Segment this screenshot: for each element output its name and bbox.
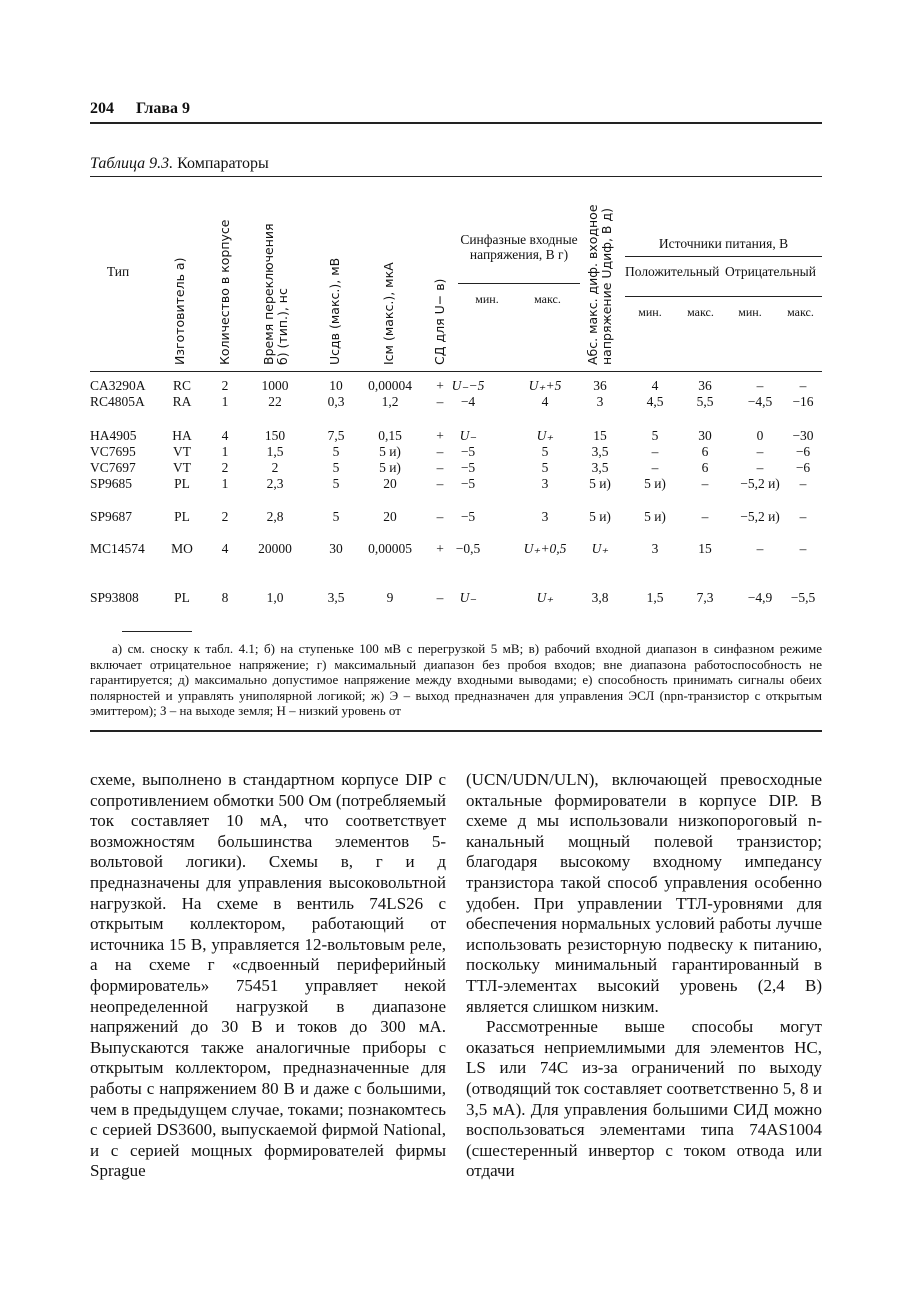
table-cell: 1,2: [381, 394, 399, 409]
table-cell: –: [756, 378, 764, 393]
th-cm-min: мин.: [475, 292, 499, 306]
table-cell: 3,5: [591, 460, 609, 475]
table-cell: 5,5: [696, 394, 714, 409]
table-cell: VT: [173, 444, 191, 459]
table-cell: 20: [383, 476, 397, 491]
table-cell: −5,2 и): [740, 509, 780, 524]
table-cell: 10: [329, 378, 343, 393]
table-cell: U₋−5: [451, 378, 485, 393]
table-cell: –: [436, 394, 444, 409]
table-cell: 2,3: [266, 476, 284, 491]
table-cell: RC: [172, 378, 191, 393]
table-cell: PL: [174, 590, 190, 605]
table-cell: 5: [332, 509, 340, 524]
table-cell: U₊: [536, 428, 554, 443]
header-rule: [90, 122, 822, 124]
table-cell: –: [701, 476, 709, 491]
table-cell: 1,5: [266, 444, 284, 459]
table-cell: RC4805A: [90, 394, 145, 409]
table-cell: −5: [460, 444, 476, 459]
table-cell: –: [799, 541, 807, 556]
table-cell: –: [436, 460, 444, 475]
table-cell: 3: [596, 394, 604, 409]
table-cell: 22: [268, 394, 282, 409]
table-cell: −5,2 и): [740, 476, 780, 491]
table-cell: 5: [332, 460, 340, 475]
th-supply-group: Источники питания, В: [658, 236, 789, 251]
table-cell: 0,3: [327, 394, 345, 409]
table-cell: 20000: [258, 541, 292, 556]
table-cell: 5 и): [379, 444, 401, 459]
table-bottom-rule: [90, 730, 822, 732]
table-cell: 3: [651, 541, 659, 556]
table-cell: U₊: [591, 541, 609, 556]
footnote-rule: [122, 631, 192, 632]
th-absdiff: Абс. макс. диф. входное напряжение Uдиф, В д): [585, 204, 614, 365]
table-cell: 3,8: [591, 590, 609, 605]
th-neg: Отрицательный: [725, 264, 816, 279]
th-ibias: Iсм (макс.), мкА: [381, 262, 396, 365]
table-cell: 1,5: [646, 590, 664, 605]
table-cell: U₊+5: [528, 378, 562, 393]
table-cell: 30: [329, 541, 343, 556]
table-cell: 3: [541, 476, 549, 491]
table-cell: −30: [792, 428, 814, 443]
table-cell: –: [756, 541, 764, 556]
table-cell: VC7695: [90, 444, 136, 459]
divider: [458, 283, 580, 284]
table-cell: 4: [541, 394, 549, 409]
table-cell: –: [436, 444, 444, 459]
table-cell: 0,00005: [368, 541, 412, 556]
table-cell: 1: [221, 476, 229, 491]
body-column-right: [466, 770, 822, 1182]
table-cell: –: [651, 460, 659, 475]
table-cell: +: [436, 378, 444, 393]
th-pos-max: макс.: [687, 305, 714, 319]
table-cell: 5: [332, 476, 340, 491]
table-cell: 0,00004: [368, 378, 412, 393]
table-cell: –: [436, 509, 444, 524]
table-cell: 36: [698, 378, 712, 393]
divider: [625, 296, 822, 297]
paragraph: схеме, выполнено в стандартном корпусе DIP с сопротивлением обмотки 500 Ом (потребляемый ток составляет 10 мА, что соответствует возможностям большинства элементов 5-вольтовой логики). Схемы в, г и д предназначены для управления высоковольтной нагрузкой. На схеме в вентиль 74LS26 с открытым коллектором, работающий от источника 15 В, управляется 12-вольтовым реле, а на схеме г «сдвоенный периферийный формирователь» 75451 управляет некой неопределенной нагрузкой в диапазоне напряжений до 30 В и токов до 300 мА. Выпускаются также аналогичные приборы с открытым коллектором, предназначенные для работы с напряжением 80 В и даже с большими, чем в предыдущем случае, токами; познакомтесь с серией DS3600, выпускаемой фирмой National, и с серией мощных формирователей фирмы Sprague: [90, 770, 446, 1181]
table-cell: –: [701, 509, 709, 524]
paragraph: Рассмотренные выше способы могут оказаться неприемлимыми для элементов HC, LS или 74C из-за ограничений по выходу (отводящий ток составляет соответственно 5, 8 и 3,5 мА). Для управления большими СИД можно воспользоваться элементами типа 74AS1004 (сшестеренный инвертор с током отвода или отдачи: [466, 1017, 822, 1181]
table-cell: −4,9: [747, 590, 773, 605]
table-cell: U₊: [536, 590, 554, 605]
table-cell: +: [436, 541, 444, 556]
paragraph: (UCN/UDN/ULN), включающей превосходные октальные формирователи в корпусе DIP. В схеме д мы использовали низкопороговый n-канальный мощный полевой транзистор; благодаря высокому входному импедансу транзистора такой способ управления особенно удобен. При управлении ТТЛ-уровнями для обеспечения нормальных условий работы лучше использовать резисторную подвеску к питанию, поскольку минимальный гарантированный в ТТЛ-элементах высокий уровень (2,4 В) является слишком низким.: [466, 770, 822, 1016]
table-cell: U₋: [459, 428, 477, 443]
table-cell: −5: [460, 460, 476, 475]
table-cell: 15: [593, 428, 607, 443]
table-cell: 5: [651, 428, 659, 443]
table-cell: 5: [541, 460, 549, 475]
table-cell: 2: [221, 460, 229, 475]
table-cell: 2: [221, 378, 229, 393]
table-cell: 150: [264, 428, 286, 443]
th-type: Тип: [106, 264, 130, 279]
table-cell: −5,5: [790, 590, 816, 605]
th-pos-min: мин.: [638, 305, 662, 319]
table-header: [90, 190, 822, 365]
table-top-rule: [90, 176, 822, 177]
th-neg-min: мин.: [738, 305, 762, 319]
table-cell: 5: [541, 444, 549, 459]
table-body: [90, 378, 822, 608]
th-cd: СД для U− в): [432, 278, 447, 365]
table-cell: 5 и): [589, 476, 611, 491]
table-cell: 4: [651, 378, 659, 393]
table-cell: 8: [221, 590, 229, 605]
table-cell: –: [756, 460, 764, 475]
table-cell: 5 и): [379, 460, 401, 475]
th-cm-max: макс.: [534, 292, 561, 306]
table-cell: 2,8: [266, 509, 284, 524]
table-cell: −4: [460, 394, 476, 409]
table-cell: MO: [171, 541, 193, 556]
table-footnotes: а) см. сноску к табл. 4.1; б) на ступеньке 100 мВ с перегрузкой 5 мВ; в) рабочий входной диапазон в синфазном режиме включает отрицательное напряжение; г) максимальный диапазон без пробоя входов; вне диапазона работоспособность не гарантируется; д) максимально допустимое напряжение между входными выводами; е) способность принимать сигналы обеих полярностей и управлять униполярной логикой; ж) Э – выход предназначен для управления ЭСЛ (npn-транзистор с открытым эмиттером); З – на выходе земля; Н – низкий уровень от: [90, 641, 822, 719]
table-cell: 6: [701, 460, 709, 475]
table-cell: 2: [221, 509, 229, 524]
caption-title: Компараторы: [177, 155, 269, 172]
table-cell: −5: [460, 476, 476, 491]
table-cell: +: [436, 428, 444, 443]
table-cell: –: [799, 509, 807, 524]
table-cell: –: [651, 444, 659, 459]
th-count: Количество в корпусе: [217, 219, 232, 365]
table-cell: 5 и): [644, 476, 666, 491]
table-cell: 6: [701, 444, 709, 459]
table-cell: SP93808: [90, 590, 139, 605]
table-cell: CA3290A: [90, 378, 146, 393]
table-cell: PL: [174, 476, 190, 491]
th-uoffset: Uсдв (макс.), мВ: [327, 257, 342, 365]
table-cell: MC14574: [90, 541, 145, 556]
table-cell: HA4905: [90, 428, 137, 443]
table-cell: 0,15: [378, 428, 402, 443]
th-neg-max: макс.: [787, 305, 814, 319]
table-cell: 5 и): [644, 509, 666, 524]
body-column-left: [90, 770, 446, 1182]
table-cell: –: [436, 590, 444, 605]
table-cell: −5: [460, 509, 476, 524]
table-cell: VT: [173, 460, 191, 475]
table-cell: 2: [271, 460, 279, 475]
table-cell: 7,5: [327, 428, 345, 443]
table-cell: 36: [593, 378, 607, 393]
caption-label: Таблица 9.3.: [90, 155, 174, 172]
table-cell: 3,5: [327, 590, 345, 605]
table-cell: U₋: [459, 590, 477, 605]
table-cell: U₊+0,5: [523, 541, 567, 556]
table-cell: 30: [698, 428, 712, 443]
chapter-title: Глава 9: [136, 100, 190, 117]
table-cell: HA: [172, 428, 192, 443]
table-caption: [90, 155, 269, 173]
table-cell: 0: [756, 428, 764, 443]
th-maker: Изготовитель а): [172, 257, 187, 365]
table-cell: RA: [172, 394, 192, 409]
table-cell: 3: [541, 509, 549, 524]
table-cell: –: [799, 378, 807, 393]
table-cell: −6: [795, 444, 811, 459]
page-number: 204: [90, 100, 114, 117]
table-cell: 9: [386, 590, 394, 605]
table-cell: 1000: [261, 378, 289, 393]
table-cell: SP9685: [90, 476, 133, 491]
table-cell: 5: [332, 444, 340, 459]
running-header: [90, 100, 208, 118]
table-cell: 1: [221, 394, 229, 409]
table-cell: –: [436, 476, 444, 491]
th-time: Время переключения б) (тип.), нс: [261, 223, 290, 365]
table-cell: −16: [792, 394, 814, 409]
th-pos: Положительный: [625, 264, 720, 279]
divider: [625, 256, 822, 257]
table-cell: 1: [221, 444, 229, 459]
table-cell: 20: [383, 509, 397, 524]
table-cell: 5 и): [589, 509, 611, 524]
table-cell: 15: [698, 541, 712, 556]
table-cell: 4: [221, 541, 229, 556]
table-cell: 3,5: [591, 444, 609, 459]
table-cell: SP9687: [90, 509, 133, 524]
table-cell: −4,5: [747, 394, 773, 409]
table-cell: PL: [174, 509, 190, 524]
table-cell: –: [799, 476, 807, 491]
table-cell: VC7697: [90, 460, 136, 475]
table-cell: 1,0: [266, 590, 284, 605]
table-cell: −0,5: [455, 541, 481, 556]
table-cell: −6: [795, 460, 811, 475]
table-cell: 7,3: [696, 590, 714, 605]
header-bottom-rule: [90, 371, 822, 372]
table-cell: 4,5: [646, 394, 664, 409]
table-cell: –: [756, 444, 764, 459]
th-cm-group: Синфазные входные напряжения, В г): [460, 232, 578, 262]
table-cell: 4: [221, 428, 229, 443]
